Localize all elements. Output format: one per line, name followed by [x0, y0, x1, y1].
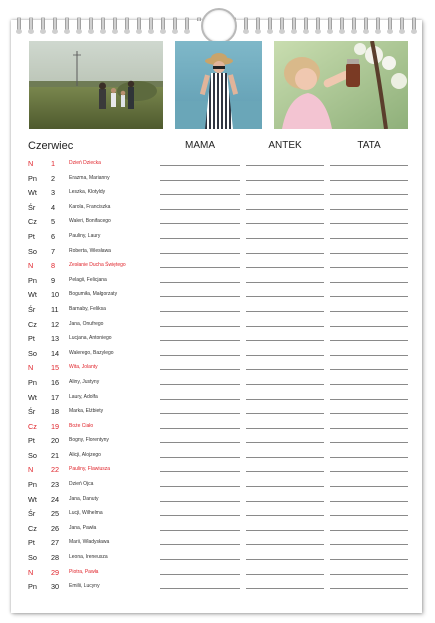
- nameday-text: Marka, Elżbiety: [69, 408, 104, 415]
- weekday-label: Pt: [28, 334, 35, 344]
- nameday-text: Piotra, Pawła: [69, 568, 99, 575]
- weekday-label: Cz: [28, 523, 37, 533]
- day-number: 10: [51, 290, 60, 300]
- write-line-mama[interactable]: [160, 326, 240, 327]
- write-line-tata[interactable]: [330, 223, 408, 224]
- table-row: [28, 446, 408, 461]
- write-line-tata[interactable]: [330, 369, 408, 370]
- spiral-ring-icon: [89, 17, 93, 31]
- nameday-text: Roberta, Wiesława: [69, 247, 111, 254]
- write-line-antek[interactable]: [246, 355, 324, 356]
- weekday-label: N: [28, 567, 34, 577]
- column-header-antek: ANTEK: [268, 140, 302, 151]
- spiral-ring-icon: [268, 17, 272, 31]
- day-number: 22: [51, 465, 60, 475]
- day-number: 17: [51, 392, 60, 402]
- write-line-antek[interactable]: [246, 544, 324, 545]
- write-line-tata[interactable]: [330, 238, 408, 239]
- nameday-text: Leszka, Klotyldy: [69, 189, 106, 196]
- write-line-mama[interactable]: [160, 501, 240, 502]
- hanger-hook-icon: [201, 8, 237, 44]
- table-row: [28, 504, 408, 519]
- spiral-ring-icon: [77, 17, 81, 31]
- write-line-mama[interactable]: [160, 369, 240, 370]
- write-line-mama[interactable]: [160, 253, 240, 254]
- write-line-antek[interactable]: [246, 253, 324, 254]
- nameday-text: Jana, Danuty: [69, 495, 99, 502]
- write-line-antek[interactable]: [246, 559, 324, 560]
- day-number: 7: [51, 246, 56, 256]
- write-line-antek[interactable]: [246, 486, 324, 487]
- table-row: [28, 475, 408, 490]
- weekday-label: N: [28, 159, 34, 168]
- write-line-mama[interactable]: [160, 413, 240, 414]
- weekday-label: Wt: [28, 392, 37, 402]
- write-line-mama[interactable]: [160, 399, 240, 400]
- write-line-mama[interactable]: [160, 384, 240, 385]
- write-line-antek[interactable]: [246, 501, 324, 502]
- day-number: 23: [51, 480, 60, 490]
- day-number: 30: [51, 582, 60, 592]
- spiral-ring-icon: [352, 17, 356, 31]
- write-line-tata[interactable]: [330, 311, 408, 312]
- write-line-antek[interactable]: [246, 311, 324, 312]
- write-line-mama[interactable]: [160, 209, 240, 210]
- weekday-label: Pt: [28, 436, 35, 446]
- write-line-mama[interactable]: [160, 355, 240, 356]
- weekday-label: Pn: [28, 377, 37, 387]
- weekday-label: Pn: [28, 480, 37, 490]
- table-row: [28, 490, 408, 505]
- day-number: 11: [51, 304, 59, 314]
- write-line-antek[interactable]: [246, 223, 324, 224]
- write-line-antek[interactable]: [246, 180, 324, 181]
- write-line-mama[interactable]: [160, 588, 240, 589]
- write-line-antek[interactable]: [246, 413, 324, 414]
- write-line-tata[interactable]: [330, 428, 408, 429]
- write-line-tata[interactable]: [330, 384, 408, 385]
- table-row: [28, 417, 408, 432]
- write-line-mama[interactable]: [160, 486, 240, 487]
- nameday-text: Jana, Onufrego: [69, 320, 104, 327]
- write-line-antek[interactable]: [246, 165, 324, 166]
- write-line-mama[interactable]: [160, 457, 240, 458]
- weekday-label: Śr: [28, 407, 36, 417]
- write-line-tata[interactable]: [330, 501, 408, 502]
- write-line-antek[interactable]: [246, 369, 324, 370]
- write-line-antek[interactable]: [246, 574, 324, 575]
- weekday-label: N: [28, 363, 34, 373]
- table-row: [28, 344, 408, 359]
- nameday-text: Lucjana, Antoniego: [69, 335, 112, 342]
- write-line-mama[interactable]: [160, 267, 240, 268]
- spiral-ring-icon: [41, 17, 45, 31]
- write-line-tata[interactable]: [330, 457, 408, 458]
- write-line-antek[interactable]: [246, 384, 324, 385]
- day-number: 1: [51, 159, 56, 168]
- table-row: [28, 271, 408, 286]
- write-line-mama[interactable]: [160, 223, 240, 224]
- table-row: [28, 373, 408, 388]
- day-list: [28, 154, 408, 592]
- table-row: [28, 563, 408, 578]
- weekday-label: Cz: [28, 217, 37, 227]
- table-row: [28, 519, 408, 534]
- weekday-label: Wt: [28, 290, 37, 300]
- table-row: [28, 329, 408, 344]
- nameday-text: Pelagii, Felicjana: [69, 276, 107, 283]
- nameday-text: Barnaby, Feliksa: [69, 305, 106, 312]
- nameday-text: Marii, Władysława: [69, 539, 110, 546]
- day-number: 24: [51, 494, 60, 504]
- spiral-ring-icon: [149, 17, 153, 31]
- write-line-antek[interactable]: [246, 399, 324, 400]
- nameday-text: Dzień Ojca: [69, 481, 94, 488]
- spiral-ring-icon: [340, 17, 344, 31]
- weekday-label: Cz: [28, 421, 37, 431]
- write-line-tata[interactable]: [330, 588, 408, 589]
- write-line-antek[interactable]: [246, 530, 324, 531]
- nameday-text: Emilii, Lucyny: [69, 583, 100, 590]
- family-field-photo: [29, 41, 163, 129]
- write-line-antek[interactable]: [246, 515, 324, 516]
- nameday-text: Pauliny, Flawiusza: [69, 466, 111, 473]
- table-row: [28, 358, 408, 373]
- weekday-label: Śr: [28, 202, 36, 212]
- write-line-tata[interactable]: [330, 296, 408, 297]
- day-number: 5: [51, 217, 56, 227]
- write-line-tata[interactable]: [330, 267, 408, 268]
- write-line-mama[interactable]: [160, 544, 240, 545]
- spiral-ring-icon: [388, 17, 392, 31]
- write-line-mama[interactable]: [160, 282, 240, 283]
- write-line-tata[interactable]: [330, 340, 408, 341]
- table-row: [28, 300, 408, 315]
- table-row: [28, 183, 408, 198]
- table-row: [28, 227, 408, 242]
- spiral-ring-icon: [137, 17, 141, 31]
- day-number: 27: [51, 538, 60, 548]
- spiral-ring-icon: [328, 17, 332, 31]
- write-line-tata[interactable]: [330, 544, 408, 545]
- write-line-mama[interactable]: [160, 428, 240, 429]
- spiral-ring-icon: [185, 17, 189, 31]
- column-header-mama: MAMA: [185, 140, 215, 151]
- table-row: [28, 533, 408, 548]
- day-number: 21: [51, 450, 60, 460]
- weekday-label: Śr: [28, 304, 36, 314]
- nameday-text: Bogny, Florentyny: [69, 437, 109, 444]
- table-row: [28, 169, 408, 184]
- nameday-text: Wita, Jolanty: [69, 364, 98, 371]
- write-line-antek[interactable]: [246, 471, 324, 472]
- weekday-label: N: [28, 261, 34, 271]
- write-line-antek[interactable]: [246, 194, 324, 195]
- write-line-mama[interactable]: [160, 559, 240, 560]
- day-number: 20: [51, 436, 60, 446]
- table-row: [28, 460, 408, 475]
- nameday-text: Karola, Franciszka: [69, 203, 111, 210]
- write-line-tata[interactable]: [330, 253, 408, 254]
- table-row: [28, 212, 408, 227]
- girl-blossom-jar-photo: [274, 41, 408, 129]
- nameday-text: Boże Ciało: [69, 422, 94, 429]
- write-line-tata[interactable]: [330, 486, 408, 487]
- table-row: [28, 315, 408, 330]
- write-line-tata[interactable]: [330, 471, 408, 472]
- write-line-tata[interactable]: [330, 413, 408, 414]
- spiral-ring-icon: [101, 17, 105, 31]
- write-line-tata[interactable]: [330, 399, 408, 400]
- write-line-mama[interactable]: [160, 442, 240, 443]
- day-number: 25: [51, 509, 60, 519]
- write-line-mama[interactable]: [160, 530, 240, 531]
- day-number: 4: [51, 202, 56, 212]
- weekday-label: So: [28, 450, 37, 460]
- write-line-mama[interactable]: [160, 471, 240, 472]
- write-line-tata[interactable]: [330, 559, 408, 560]
- write-line-antek[interactable]: [246, 442, 324, 443]
- spiral-ring-icon: [304, 17, 308, 31]
- day-number: 28: [51, 553, 60, 563]
- nameday-text: Leona, Ireneusza: [69, 554, 108, 561]
- weekday-label: Pn: [28, 173, 37, 183]
- month-title: Czerwiec: [28, 140, 74, 152]
- table-row: [28, 198, 408, 213]
- write-line-tata[interactable]: [330, 209, 408, 210]
- weekday-label: So: [28, 553, 37, 563]
- weekday-label: Śr: [28, 509, 36, 519]
- day-number: 29: [51, 567, 60, 577]
- spiral-ring-icon: [113, 17, 117, 31]
- weekday-label: Pn: [28, 275, 37, 285]
- nameday-text: Zesłanie Ducha Świętego: [69, 262, 126, 269]
- weekday-label: N: [28, 465, 34, 475]
- write-line-antek[interactable]: [246, 209, 324, 210]
- day-number: 26: [51, 523, 60, 533]
- nameday-text: Pauliny, Laury: [69, 232, 101, 239]
- spiral-ring-icon: [280, 17, 284, 31]
- write-line-mama[interactable]: [160, 238, 240, 239]
- weekday-label: So: [28, 348, 37, 358]
- weekday-label: So: [28, 246, 37, 256]
- nameday-text: Jana, Pawła: [69, 524, 97, 531]
- day-number: 6: [51, 231, 56, 241]
- write-line-mama[interactable]: [160, 296, 240, 297]
- day-number: 9: [51, 275, 56, 285]
- spiral-ring-icon: [400, 17, 404, 31]
- nameday-text: Lucji, Wilhelma: [69, 510, 103, 517]
- day-number: 3: [51, 188, 56, 198]
- write-line-antek[interactable]: [246, 588, 324, 589]
- nameday-text: Bogumiła, Małgorzaty: [69, 291, 118, 298]
- write-line-antek[interactable]: [246, 238, 324, 239]
- day-number: 16: [51, 377, 60, 387]
- write-line-antek[interactable]: [246, 267, 324, 268]
- spiral-ring-icon: [53, 17, 57, 31]
- table-row: [28, 242, 408, 257]
- woman-striped-dress-photo: [175, 41, 262, 129]
- write-line-tata[interactable]: [330, 194, 408, 195]
- write-line-antek[interactable]: [246, 282, 324, 283]
- spiral-ring-icon: [292, 17, 296, 31]
- write-line-mama[interactable]: [160, 311, 240, 312]
- day-number: 13: [51, 334, 60, 344]
- day-number: 18: [51, 407, 60, 417]
- spiral-ring-icon: [29, 17, 33, 31]
- write-line-tata[interactable]: [330, 530, 408, 531]
- spiral-ring-icon: [376, 17, 380, 31]
- write-line-mama[interactable]: [160, 515, 240, 516]
- table-row: [28, 548, 408, 563]
- write-line-tata[interactable]: [330, 165, 408, 166]
- day-number: 15: [51, 363, 60, 373]
- write-line-antek[interactable]: [246, 296, 324, 297]
- spiral-ring-icon: [244, 17, 248, 31]
- nameday-text: Alicji, Alojzego: [69, 451, 101, 458]
- write-line-mama[interactable]: [160, 574, 240, 575]
- weekday-label: Wt: [28, 188, 37, 198]
- write-line-tata[interactable]: [330, 574, 408, 575]
- day-number: 2: [51, 173, 56, 183]
- column-header-tata: TATA: [357, 140, 381, 151]
- write-line-antek[interactable]: [246, 428, 324, 429]
- nameday-text: Laury, Adolfa: [69, 393, 98, 400]
- write-line-antek[interactable]: [246, 340, 324, 341]
- spiral-ring-icon: [364, 17, 368, 31]
- spiral-ring-icon: [17, 17, 21, 31]
- write-line-antek[interactable]: [246, 457, 324, 458]
- table-row: [28, 154, 408, 169]
- write-line-antek[interactable]: [246, 326, 324, 327]
- day-number: 12: [51, 319, 60, 329]
- table-row: [28, 431, 408, 446]
- write-line-tata[interactable]: [330, 282, 408, 283]
- spiral-ring-icon: [161, 17, 165, 31]
- spiral-ring-icon: [125, 17, 129, 31]
- spiral-ring-icon: [316, 17, 320, 31]
- write-line-tata[interactable]: [330, 326, 408, 327]
- table-row: [28, 388, 408, 403]
- day-number: 14: [51, 348, 60, 358]
- write-line-mama[interactable]: [160, 165, 240, 166]
- spiral-ring-icon: [173, 17, 177, 31]
- write-line-tata[interactable]: [330, 515, 408, 516]
- weekday-label: Wt: [28, 494, 37, 504]
- table-row: [28, 402, 408, 417]
- write-line-mama[interactable]: [160, 194, 240, 195]
- weekday-label: Pt: [28, 231, 35, 241]
- table-row: [28, 285, 408, 300]
- weekday-label: Cz: [28, 319, 37, 329]
- day-number: 8: [51, 261, 56, 271]
- table-row: [28, 256, 408, 271]
- nameday-text: Dzień Dziecka: [69, 160, 101, 166]
- nameday-text: Erazma, Marianny: [69, 174, 110, 181]
- nameday-text: Aliny, Justyny: [69, 378, 100, 385]
- spiral-ring-icon: [412, 17, 416, 31]
- write-line-mama[interactable]: [160, 180, 240, 181]
- write-line-tata[interactable]: [330, 355, 408, 356]
- weekday-label: Pt: [28, 538, 35, 548]
- weekday-label: Pn: [28, 582, 37, 592]
- day-number: 19: [51, 421, 60, 431]
- nameday-text: Waleri, Bonifacego: [69, 218, 111, 225]
- write-line-mama[interactable]: [160, 340, 240, 341]
- nameday-text: Walerego, Bazylego: [69, 349, 114, 356]
- table-row: [28, 577, 408, 592]
- write-line-tata[interactable]: [330, 180, 408, 181]
- write-line-tata[interactable]: [330, 442, 408, 443]
- spiral-ring-icon: [256, 17, 260, 31]
- spiral-ring-icon: [65, 17, 69, 31]
